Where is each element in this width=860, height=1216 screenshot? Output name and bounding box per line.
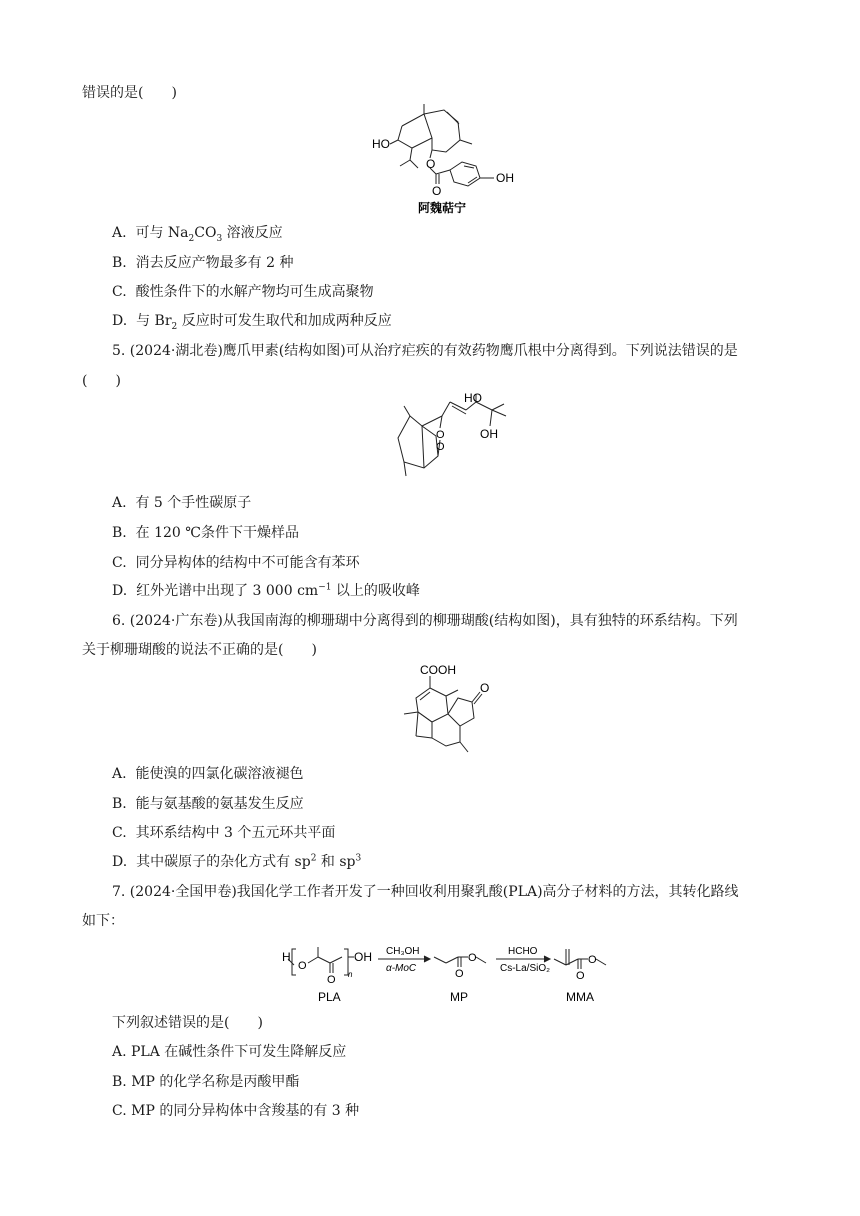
- q7-o-chain-label: O: [298, 960, 307, 972]
- q5-option-d: D. 红外光谱中出现了 3 000 $cm^{-1}$ 以上的吸收峰: [112, 582, 420, 599]
- q4-caption: 阿魏萜宁: [418, 201, 467, 215]
- q7-label-mp: MP: [450, 990, 468, 1004]
- q4-option-a: A. 可与 $Na_2CO_3$ 溶液反应: [112, 225, 283, 244]
- q7-o-carbonyl-label: O: [327, 974, 336, 986]
- q5-stem-line2: ( ): [82, 373, 121, 389]
- q6-structure-suberosic-acid: [392, 662, 512, 758]
- q4-option-c: C. 酸性条件下的水解产物均可生成高聚物: [112, 284, 374, 300]
- q7-h-label: H: [282, 950, 291, 964]
- q5-option-c: C. 同分异构体的结构中不可能含有苯环: [112, 555, 360, 571]
- q7-reaction-scheme: [282, 935, 612, 1005]
- q7-label-pla: PLA: [318, 990, 341, 1004]
- q7-option-b: B. MP 的化学名称是丙酸甲酯: [112, 1074, 300, 1090]
- q6-option-c: C. 其环系结构中 3 个五元环共平面: [112, 825, 336, 841]
- q7-reagent1-top: CH₃OH: [386, 946, 420, 957]
- q4-ho-label: HO: [372, 137, 390, 151]
- q4-oh-label: OH: [496, 171, 514, 185]
- q5-structure-yingzhaosu: [380, 390, 530, 486]
- q5-option-a: A. 有 5 个手性碳原子: [112, 495, 252, 511]
- q5-peroxide-o2: O: [436, 441, 445, 453]
- q7-n-subscript: n: [348, 970, 353, 979]
- q4-stem-tail: 错误的是( ): [82, 85, 177, 101]
- q7-reagent1-bottom: α-MoC: [386, 963, 417, 974]
- q6-stem-line2: 关于柳珊瑚酸的说法不正确的是( ): [82, 642, 317, 658]
- q7-mma-o2: O: [588, 954, 597, 966]
- q4-o-ester-label: O: [426, 157, 436, 171]
- q6-option-a: A. 能使溴的四氯化碳溶液褪色: [112, 766, 304, 782]
- q5-peroxide-o1: O: [436, 429, 445, 441]
- q7-option-c: C. MP 的同分异构体中含羧基的有 3 种: [112, 1103, 360, 1119]
- q4-option-b: B. 消去反应产物最多有 2 种: [112, 255, 294, 271]
- q6-option-b: B. 能与氨基酸的氨基发生反应: [112, 796, 304, 812]
- q7-oh-label: OH: [354, 950, 372, 964]
- q7-mp-o2: O: [468, 952, 477, 964]
- q7-option-a: A. PLA 在碱性条件下可发生降解反应: [112, 1044, 347, 1060]
- q7-reagent2-bottom: Cs-La/SiO₂: [500, 963, 551, 974]
- q4-o-carbonyl-label: O: [432, 184, 442, 198]
- q7-stem-line1: 7. (2024·全国甲卷)我国化学工作者开发了一种回收利用聚乳酸(PLA)高分子材料的方法，其转化路线: [112, 884, 739, 900]
- q7-stem-tail: 下列叙述错误的是( ): [112, 1015, 263, 1031]
- q4-option-d: D. 与 $Br_2$ 反应时可发生取代和加成两种反应: [112, 313, 392, 332]
- q5-option-b: B. 在 120 ℃条件下干燥样品: [112, 525, 299, 541]
- q5-oh-label: OH: [480, 427, 498, 441]
- q4-structure-afeitening: [362, 104, 532, 216]
- q6-stem-line1: 6. (2024·广东卷)从我国南海的柳珊瑚中分离得到的柳珊瑚酸(结构如图)，具有独特的环系结构。下列: [112, 613, 738, 629]
- q7-mma-o1: O: [576, 970, 585, 982]
- q6-cooh-label: COOH: [420, 663, 456, 677]
- q7-mp-o1: O: [455, 968, 464, 980]
- q7-stem-line2: 如下：: [82, 913, 124, 929]
- q5-stem-line1: 5. (2024·湖北卷)鹰爪甲素(结构如图)可从治疗疟疾的有效药物鹰爪根中分离得到。下列说法错误的是: [112, 343, 738, 359]
- q6-option-d: D. 其中碳原子的杂化方式有 $sp^2$ 和 $sp^3$: [112, 853, 362, 870]
- q6-o-label: O: [480, 681, 490, 695]
- q7-label-mma: MMA: [566, 990, 594, 1004]
- q7-reagent2-top: HCHO: [508, 946, 538, 957]
- q5-ho-label: HO: [464, 391, 482, 405]
